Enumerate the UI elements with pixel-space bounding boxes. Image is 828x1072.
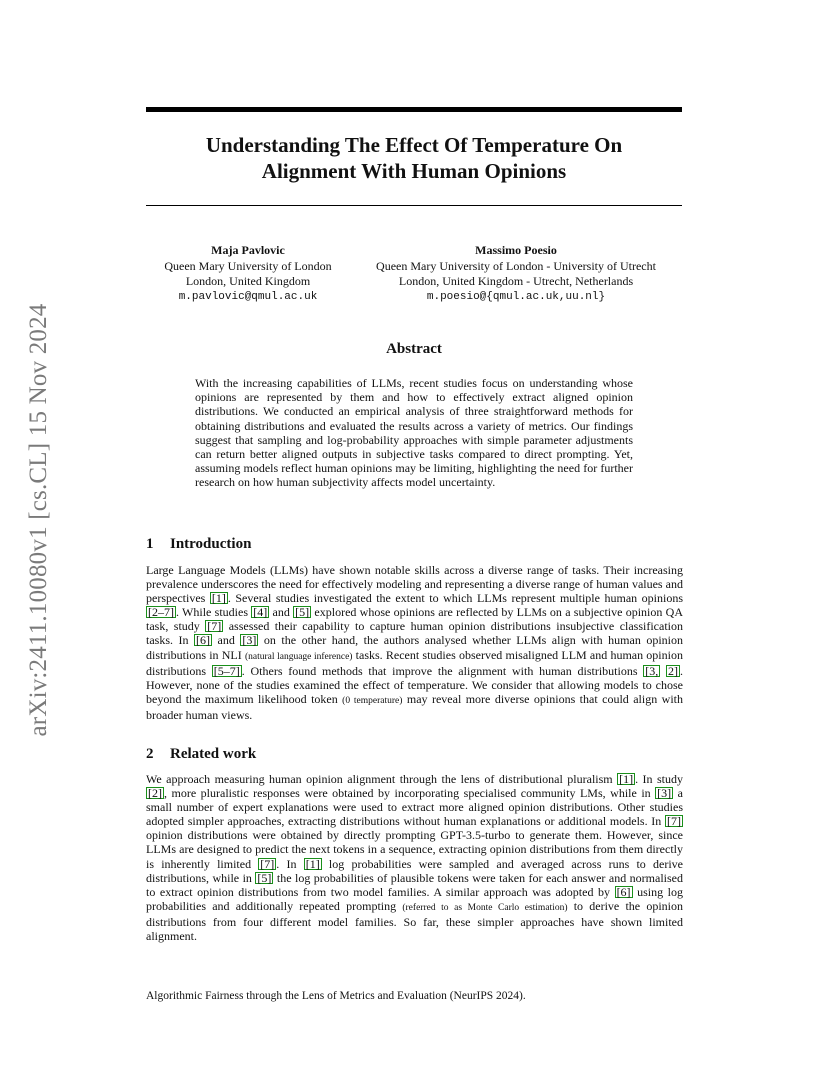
- paragraph-text: on the other hand, the authors analysed whether LLMs align with human opinion distributions in NLI: [146, 633, 683, 662]
- citation-link[interactable]: [7]: [260, 856, 275, 871]
- parenthetical-note: (referred to as Monte Carlo estimation): [402, 902, 568, 913]
- footer-venue: Algorithmic Fairness through the Lens of Metrics and Evaluation (NeurIPS 2024).: [146, 990, 526, 1002]
- title-rule-bottom: [146, 205, 682, 206]
- paragraph-text: We approach measuring human opinion alignment through the lens of distributional pluralism: [146, 772, 618, 786]
- paper-title-line-1: Understanding The Effect Of Temperature On: [205, 133, 623, 157]
- paragraph-text: log probabilities were sampled and averaged across runs to derive distributions, while in: [146, 856, 684, 885]
- author-affiliation: Queen Mary University of London: [164, 258, 332, 273]
- citation-link[interactable]: [1]: [211, 591, 226, 606]
- citation-link[interactable]: [3]: [657, 786, 672, 801]
- paragraph-text: and: [212, 633, 241, 648]
- author-name: Massimo Poesio: [475, 243, 557, 257]
- citation-link[interactable]: [6]: [616, 884, 631, 899]
- paragraph-text: a small number of expert explanations were used to extract more aligned opinion distributions. Other studies adopted simpler approaches, extracting distributions without human explanations or additional models. In: [146, 786, 684, 829]
- citation-link[interactable]: [6]: [196, 633, 211, 648]
- citation-link[interactable]: [7]: [667, 814, 681, 829]
- citation-link[interactable]: [1]: [305, 856, 320, 871]
- author-location: London, United Kingdom: [185, 274, 311, 288]
- citation-link[interactable]: [2–7]: [148, 605, 174, 620]
- parenthetical-note: (natural language inference): [244, 651, 353, 662]
- author-location: London, United Kingdom - Utrecht, Netherlands: [398, 274, 634, 288]
- citation-link[interactable]: [5]: [295, 605, 310, 620]
- introduction-paragraph: [146, 563, 683, 722]
- paper-title-line-2: Alignment With Human Opinions: [261, 159, 567, 183]
- arxiv-identifier: arXiv:2411.10080v1 [cs.CL] 15 Nov 2024: [25, 303, 52, 737]
- citation-link[interactable]: [3]: [242, 633, 257, 648]
- citation-link[interactable]: [5]: [257, 870, 272, 885]
- author-block: [356, 243, 676, 305]
- paragraph-text: to derive the opinion distributions from four different model families. So far, these simpler approaches have shown limited alignment.: [146, 898, 683, 944]
- citation-link[interactable]: [3,: [645, 663, 659, 678]
- paragraph-text: and: [269, 605, 294, 620]
- section-title: Introduction: [170, 536, 252, 552]
- paper-title: [146, 132, 682, 184]
- parenthetical-note: (0 temperature): [342, 695, 403, 706]
- paragraph-text: . Several studies investigated the extent to which LLMs represent multiple human opinions: [227, 591, 683, 606]
- section-title: Related work: [170, 746, 257, 762]
- author-email: m.poesio@{qmul.ac.uk,uu.nl}: [426, 290, 606, 303]
- paragraph-text: Large Language Models (LLMs) have shown notable skills across a diverse range of tasks. Their increasing prevalence underscores the need for effectively modeling and representing a diverse range of human values and perspectives: [146, 563, 683, 606]
- paragraph-text: , more pluralistic responses were obtained by incorporating specialised community LMs, while in: [164, 786, 656, 801]
- author-affiliation: Queen Mary University of London - University of Utrecht: [376, 258, 656, 273]
- paragraph-text: opinion distributions were obtained by directly prompting GPT-3.5-turbo to generate them. However, since LLMs are designed to predict the next tokens in a sequence, extracting opinion distributions from them directly is inherently limited: [146, 828, 683, 871]
- author-name: Maja Pavlovic: [211, 243, 285, 257]
- abstract-heading: Abstract: [386, 341, 442, 357]
- section-heading-related-work: [146, 746, 256, 763]
- paragraph-text: . In: [276, 856, 304, 871]
- paragraph-text: . Others found methods that improve the alignment with human distributions: [241, 663, 644, 678]
- paragraph-text: . While studies: [176, 605, 252, 620]
- abstract-body: With the increasing capabilities of LLMs, recent studies focus on understanding whose opinions are represented by them and how to effectively extract aligned opinion distributions. We conducted an empirical analysis of three straightforward methods for obtaining distributions and evaluated the results across a variety of metrics. Our findings suggest that sampling and log-probability approaches with simple parameter adjustments can return better aligned outputs in subjective tasks compared to direct prompting. Yet, assuming models reflect human opinions may be limiting, highlighting the need for further research on how human subjectivity affects model uncertainty.: [195, 376, 633, 490]
- paragraph-text: . However, none of the studies examined the effect of temperature. We consider that allowing models to chose beyond the maximum likelihood token: [146, 663, 683, 706]
- paragraph-text: may reveal more diverse opinions that could align with broader human views.: [146, 691, 683, 722]
- paragraph-text: using log probabilities and additionally repeated prompting: [146, 884, 683, 913]
- paragraph-text: tasks. Recent studies observed misaligned LLM and human opinion distributions: [146, 647, 683, 678]
- citation-link[interactable]: [4]: [253, 605, 268, 620]
- paragraph-text: the log probabilities of plausible tokens were taken for each answer and normalised to extract opinion distributions from two model families. A similar approach was adopted by: [146, 870, 683, 899]
- citation-link[interactable]: [7]: [207, 619, 222, 634]
- paragraph-text: assessed their capability to capture human opinion distributions insubjective classification tasks. In: [146, 619, 684, 648]
- paragraph-text: explored whose opinions are reflected by LLMs on a subjective opinion QA task, study: [146, 605, 683, 634]
- arxiv-sidebar: [25, 283, 53, 758]
- paragraph-text: . In study: [635, 772, 684, 786]
- citation-link[interactable]: [5–7]: [213, 663, 240, 678]
- citation-link[interactable]: [1]: [619, 772, 634, 786]
- citation-link[interactable]: [2]: [148, 786, 162, 801]
- title-rule-top: [146, 107, 682, 112]
- author-block: [148, 243, 348, 305]
- citation-link[interactable]: 2]: [668, 663, 678, 678]
- section-number: 2: [146, 746, 154, 762]
- related-work-paragraph: [146, 772, 683, 943]
- section-number: 1: [146, 536, 154, 552]
- author-email: m.pavlovic@qmul.ac.uk: [178, 290, 318, 303]
- section-heading-introduction: [146, 536, 251, 553]
